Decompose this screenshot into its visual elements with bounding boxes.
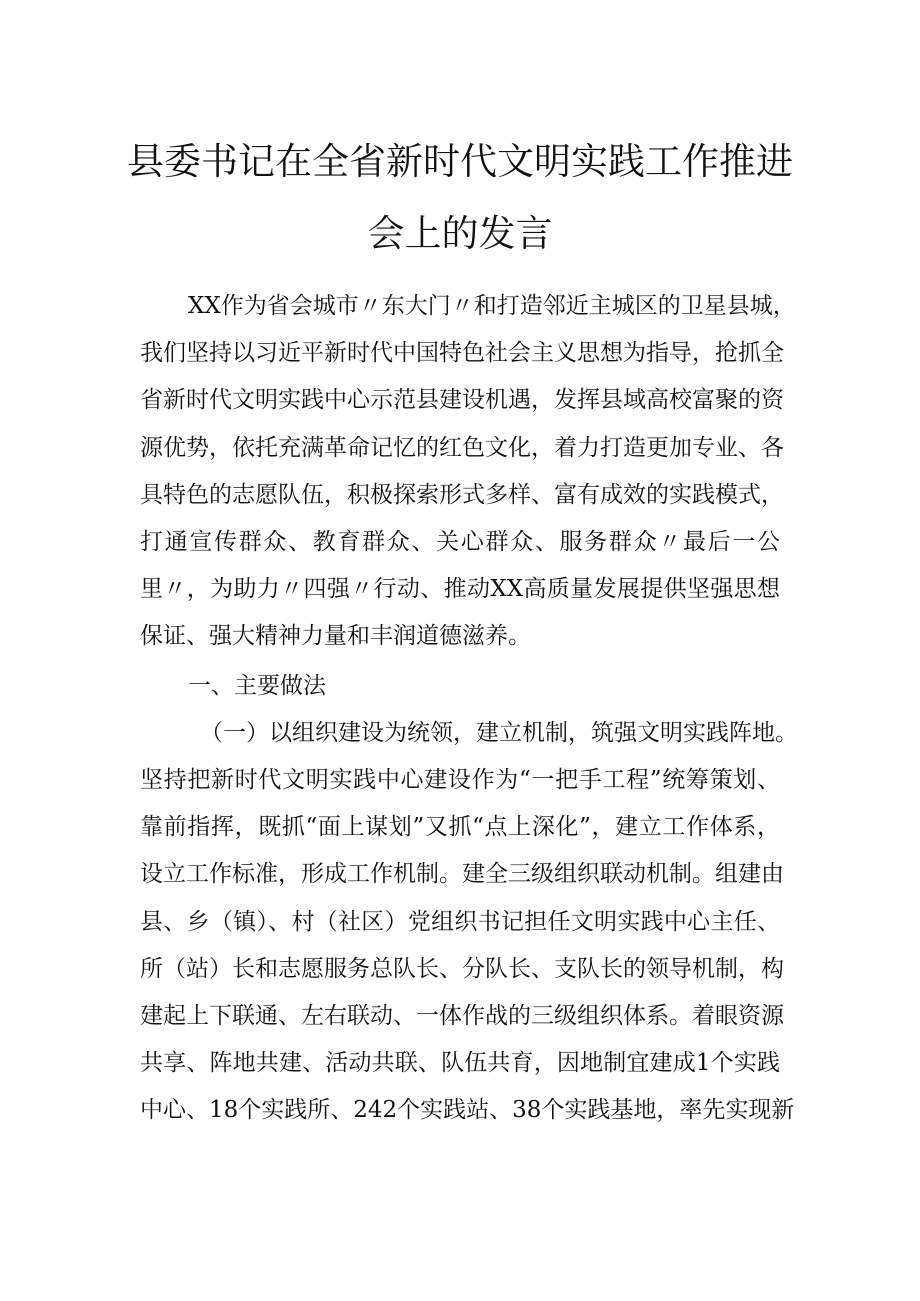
- intro-paragraph-line: 具特色的志愿队伍，积极探索形式多样、富有成效的实践模式，: [140, 482, 784, 508]
- body-paragraph-line: （一）以组织建设为统领，建立机制，筑强文明实践阵地。: [200, 720, 798, 746]
- intro-paragraph-line: 打通宣传群众、教育群众、关心群众、服务群众〃最后一公: [140, 529, 780, 555]
- body-paragraph-line: 靠前指挥，既抓“面上谋划”又抓“点上深化”，建立工作体系，: [140, 814, 780, 840]
- document-title-line-2: 会上的发言: [367, 212, 553, 255]
- body-paragraph-line: 共享、阵地共建、活动共联、队伍共育，因地制宜建成1个实践: [140, 1050, 780, 1076]
- section-heading: 一、主要做法: [188, 673, 326, 699]
- body-paragraph-line: 建起上下联通、左右联动、一体作战的三级组织体系。着眼资源: [140, 1003, 784, 1029]
- body-paragraph-line: 所（站）长和志愿服务总队长、分队长、支队长的领导机制，构: [140, 956, 784, 982]
- intro-paragraph-line: 保证、强大精神力量和丰润道德滋养。: [140, 623, 531, 649]
- body-paragraph-line: 县、乡（镇）、村（社区）党组织书记担任文明实践中心主任、: [140, 909, 780, 935]
- body-paragraph-line: 中心、18个实践所、242个实践站、38个实践基地，率先实现新: [140, 1097, 795, 1123]
- body-paragraph-line: 设立工作标准，形成工作机制。建全三级组织联动机制。组建由: [140, 861, 784, 887]
- document-title-line-1: 县委书记在全省新时代文明实践工作推进: [127, 140, 793, 183]
- intro-paragraph-line: 我们坚持以习近平新时代中国特色社会主义思想为指导，抢抓全: [140, 340, 784, 366]
- intro-paragraph-line: 源优势，依托充满革命记忆的红色文化，着力打造更加专业、各: [140, 435, 784, 461]
- intro-paragraph-line: 里〃，为助力〃四强〃行动、推动XX高质量发展提供坚强思想: [140, 576, 780, 602]
- body-paragraph-line: 坚持把新时代文明实践中心建设作为“一把手工程”统筹策划、: [140, 767, 780, 793]
- intro-paragraph-line: XX作为省会城市〃东大门〃和打造邻近主城区的卫星县城，: [188, 293, 796, 319]
- intro-paragraph-line: 省新时代文明实践中心示范县建设机遇，发挥县域高校富聚的资: [140, 387, 784, 413]
